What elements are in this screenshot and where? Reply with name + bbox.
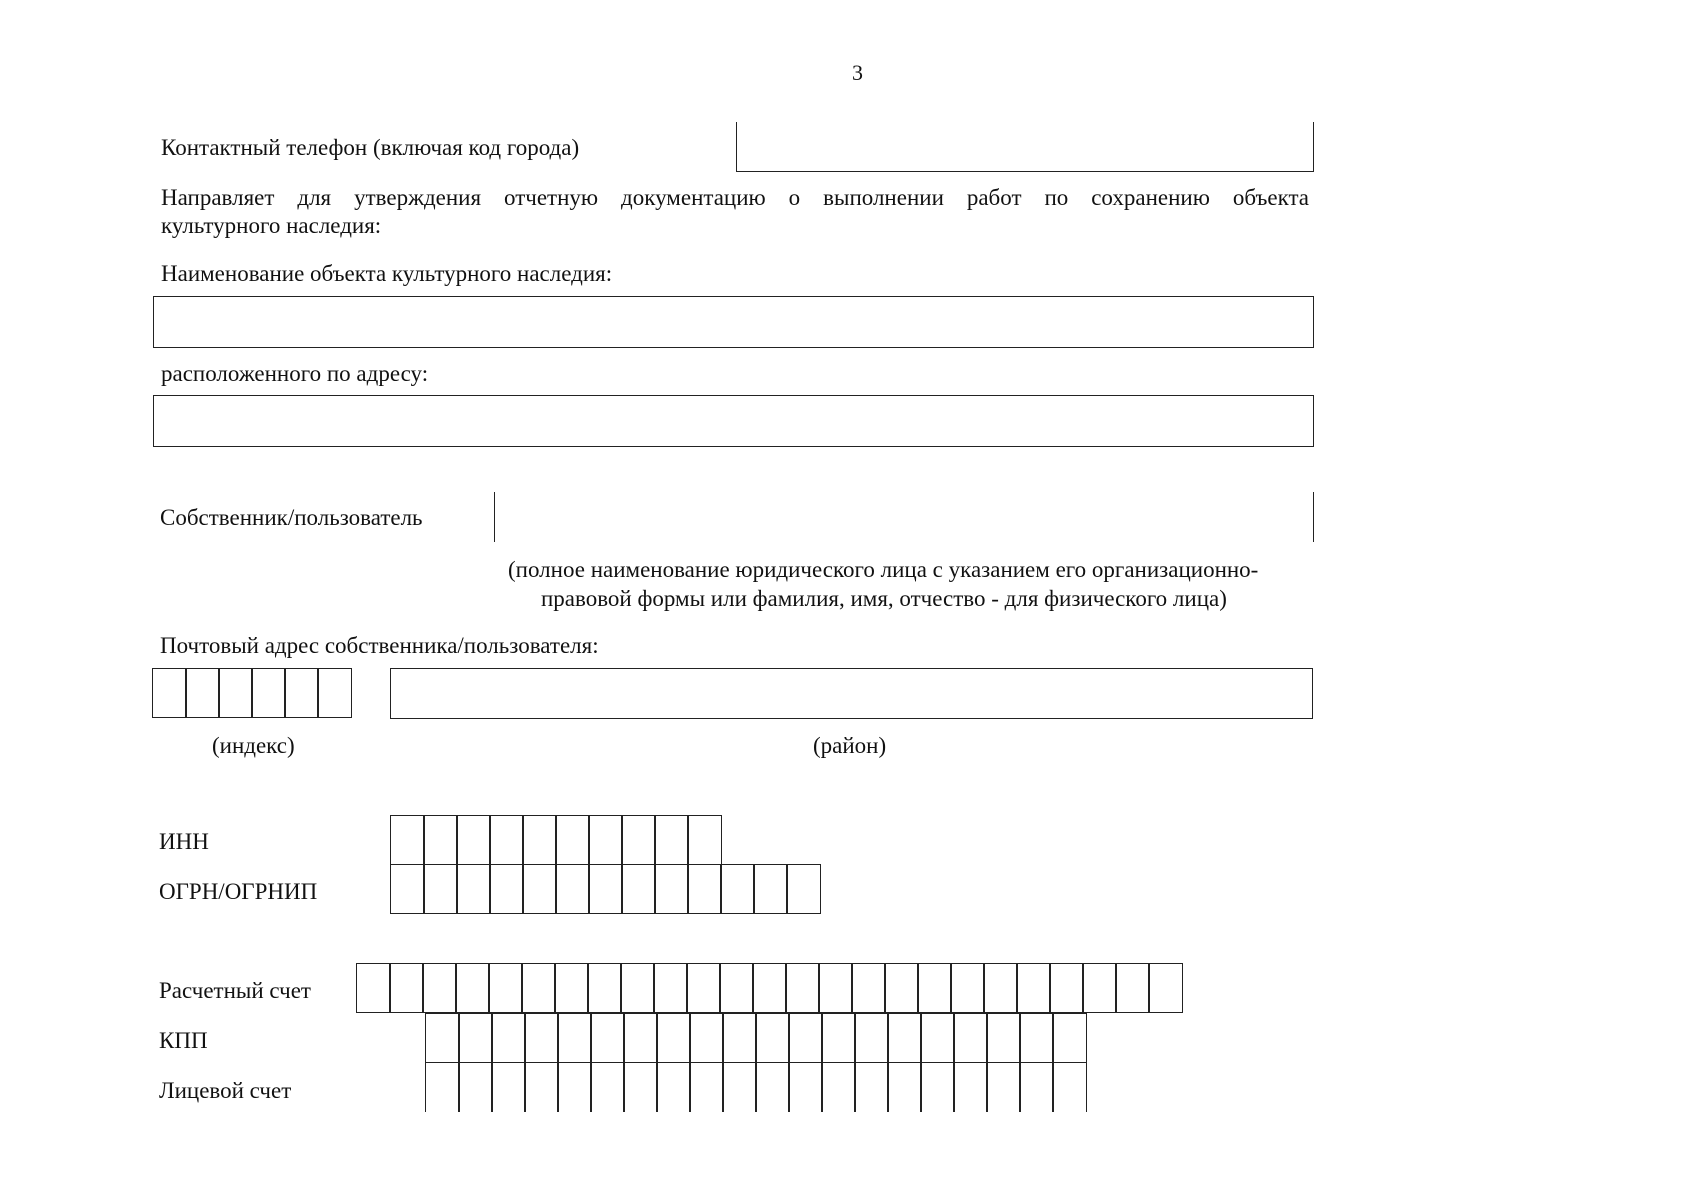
personal-account-cell[interactable] xyxy=(986,1062,1021,1112)
account-cell[interactable] xyxy=(1049,963,1084,1013)
district-field[interactable] xyxy=(390,668,1313,719)
personal-account-cell[interactable] xyxy=(524,1062,559,1112)
account-cells[interactable] xyxy=(356,963,1181,1013)
ogrn-label: ОГРН/ОГРНИП xyxy=(159,879,318,904)
kpp-cell[interactable] xyxy=(821,1013,856,1063)
kpp-cell[interactable] xyxy=(854,1013,889,1063)
kpp-cell[interactable] xyxy=(590,1013,625,1063)
personal-account-cell[interactable] xyxy=(458,1062,493,1112)
index-cell[interactable] xyxy=(251,668,286,718)
personal-account-cell[interactable] xyxy=(788,1062,823,1112)
kpp-cell[interactable] xyxy=(458,1013,493,1063)
ogrn-cell[interactable] xyxy=(489,864,524,914)
personal-account-cell[interactable] xyxy=(755,1062,790,1112)
account-cell[interactable] xyxy=(653,963,688,1013)
personal-account-label: Лицевой счет xyxy=(159,1078,292,1103)
account-cell[interactable] xyxy=(554,963,589,1013)
ogrn-cell[interactable] xyxy=(786,864,821,914)
account-cell[interactable] xyxy=(1148,963,1183,1013)
owner-hint-line-1: (полное наименование юридического лица с указанием его организационно- xyxy=(508,557,1259,582)
account-cell[interactable] xyxy=(587,963,622,1013)
inn-cell[interactable] xyxy=(588,815,623,865)
index-cell[interactable] xyxy=(317,668,352,718)
account-cell[interactable] xyxy=(1115,963,1150,1013)
contact-phone-field-left xyxy=(736,122,737,172)
personal-account-cells[interactable] xyxy=(425,1062,1085,1112)
page-number: 3 xyxy=(852,60,863,85)
kpp-cell[interactable] xyxy=(722,1013,757,1063)
kpp-cell[interactable] xyxy=(689,1013,724,1063)
personal-account-cell[interactable] xyxy=(1019,1062,1054,1112)
owner-field-right xyxy=(1313,492,1314,542)
kpp-cells[interactable] xyxy=(425,1013,1085,1063)
inn-cell[interactable] xyxy=(456,815,491,865)
personal-account-cell[interactable] xyxy=(821,1062,856,1112)
account-cell[interactable] xyxy=(818,963,853,1013)
address-field[interactable] xyxy=(153,395,1314,447)
ogrn-cells[interactable] xyxy=(390,864,819,914)
personal-account-cell[interactable] xyxy=(722,1062,757,1112)
account-label: Расчетный счет xyxy=(159,978,311,1003)
ogrn-cell[interactable] xyxy=(555,864,590,914)
kpp-cell[interactable] xyxy=(491,1013,526,1063)
index-caption: (индекс) xyxy=(212,733,295,758)
index-cell[interactable] xyxy=(218,668,253,718)
postal-index-cells[interactable] xyxy=(152,668,350,718)
personal-account-cell[interactable] xyxy=(656,1062,691,1112)
kpp-cell[interactable] xyxy=(920,1013,955,1063)
ogrn-cell[interactable] xyxy=(687,864,722,914)
account-cell[interactable] xyxy=(422,963,457,1013)
personal-account-cell[interactable] xyxy=(854,1062,889,1112)
account-cell[interactable] xyxy=(1082,963,1117,1013)
ogrn-cell[interactable] xyxy=(720,864,755,914)
owner-hint-line-2: правовой формы или фамилия, имя, отчество - для физического лица) xyxy=(541,586,1227,611)
inn-cell[interactable] xyxy=(522,815,557,865)
contact-phone-field[interactable] xyxy=(736,171,1314,172)
account-cell[interactable] xyxy=(785,963,820,1013)
kpp-cell[interactable] xyxy=(524,1013,559,1063)
personal-account-cell[interactable] xyxy=(1052,1062,1087,1112)
index-cell[interactable] xyxy=(185,668,220,718)
personal-account-cell[interactable] xyxy=(425,1062,460,1112)
kpp-cell[interactable] xyxy=(656,1013,691,1063)
ogrn-cell[interactable] xyxy=(423,864,458,914)
account-cell[interactable] xyxy=(917,963,952,1013)
ogrn-cell[interactable] xyxy=(753,864,788,914)
kpp-cell[interactable] xyxy=(1019,1013,1054,1063)
kpp-cell[interactable] xyxy=(1052,1013,1087,1063)
ogrn-cell[interactable] xyxy=(588,864,623,914)
personal-account-cell[interactable] xyxy=(953,1062,988,1112)
inn-cell[interactable] xyxy=(654,815,689,865)
personal-account-cell[interactable] xyxy=(887,1062,922,1112)
kpp-cell[interactable] xyxy=(755,1013,790,1063)
account-cell[interactable] xyxy=(719,963,754,1013)
account-cell[interactable] xyxy=(950,963,985,1013)
personal-account-cell[interactable] xyxy=(491,1062,526,1112)
inn-label: ИНН xyxy=(159,829,209,854)
inn-cell[interactable] xyxy=(423,815,458,865)
ogrn-cell[interactable] xyxy=(621,864,656,914)
account-cell[interactable] xyxy=(851,963,886,1013)
kpp-label: КПП xyxy=(159,1028,208,1053)
inn-cell[interactable] xyxy=(687,815,722,865)
address-label: расположенного по адресу: xyxy=(161,361,429,386)
kpp-cell[interactable] xyxy=(986,1013,1021,1063)
account-cell[interactable] xyxy=(1016,963,1051,1013)
kpp-cell[interactable] xyxy=(788,1013,823,1063)
personal-account-cell[interactable] xyxy=(689,1062,724,1112)
kpp-cell[interactable] xyxy=(887,1013,922,1063)
object-name-label: Наименование объекта культурного наследия: xyxy=(161,261,613,286)
kpp-cell[interactable] xyxy=(623,1013,658,1063)
owner-label: Собственник/пользователь xyxy=(160,505,423,530)
account-cell[interactable] xyxy=(884,963,919,1013)
account-cell[interactable] xyxy=(488,963,523,1013)
personal-account-cell[interactable] xyxy=(623,1062,658,1112)
kpp-cell[interactable] xyxy=(953,1013,988,1063)
inn-cell[interactable] xyxy=(489,815,524,865)
ogrn-cell[interactable] xyxy=(522,864,557,914)
account-cell[interactable] xyxy=(389,963,424,1013)
contact-phone-field-right xyxy=(1313,122,1314,172)
kpp-cell[interactable] xyxy=(557,1013,592,1063)
district-caption: (район) xyxy=(813,733,887,758)
inn-cell[interactable] xyxy=(555,815,590,865)
account-cell[interactable] xyxy=(752,963,787,1013)
ogrn-cell[interactable] xyxy=(654,864,689,914)
owner-field-left xyxy=(494,492,495,542)
inn-cell[interactable] xyxy=(621,815,656,865)
kpp-cell[interactable] xyxy=(425,1013,460,1063)
inn-cells[interactable] xyxy=(390,815,720,865)
account-cell[interactable] xyxy=(521,963,556,1013)
intro-line-1: Направляет для утверждения отчетную документацию о выполнении работ по сохранению объекта xyxy=(161,185,1309,210)
account-cell[interactable] xyxy=(620,963,655,1013)
personal-account-cell[interactable] xyxy=(590,1062,625,1112)
ogrn-cell[interactable] xyxy=(456,864,491,914)
account-cell[interactable] xyxy=(686,963,721,1013)
personal-account-cell[interactable] xyxy=(557,1062,592,1112)
object-name-field[interactable] xyxy=(153,296,1314,348)
index-cell[interactable] xyxy=(284,668,319,718)
account-cell[interactable] xyxy=(983,963,1018,1013)
account-cell[interactable] xyxy=(455,963,490,1013)
ogrn-cell[interactable] xyxy=(390,864,425,914)
intro-line-2: культурного наследия: xyxy=(161,213,382,238)
inn-cell[interactable] xyxy=(390,815,425,865)
postal-address-label: Почтовый адрес собственника/пользователя: xyxy=(160,633,599,658)
account-cell[interactable] xyxy=(356,963,391,1013)
personal-account-cell[interactable] xyxy=(920,1062,955,1112)
contact-phone-label: Контактный телефон (включая код города) xyxy=(161,135,580,160)
index-cell[interactable] xyxy=(152,668,187,718)
